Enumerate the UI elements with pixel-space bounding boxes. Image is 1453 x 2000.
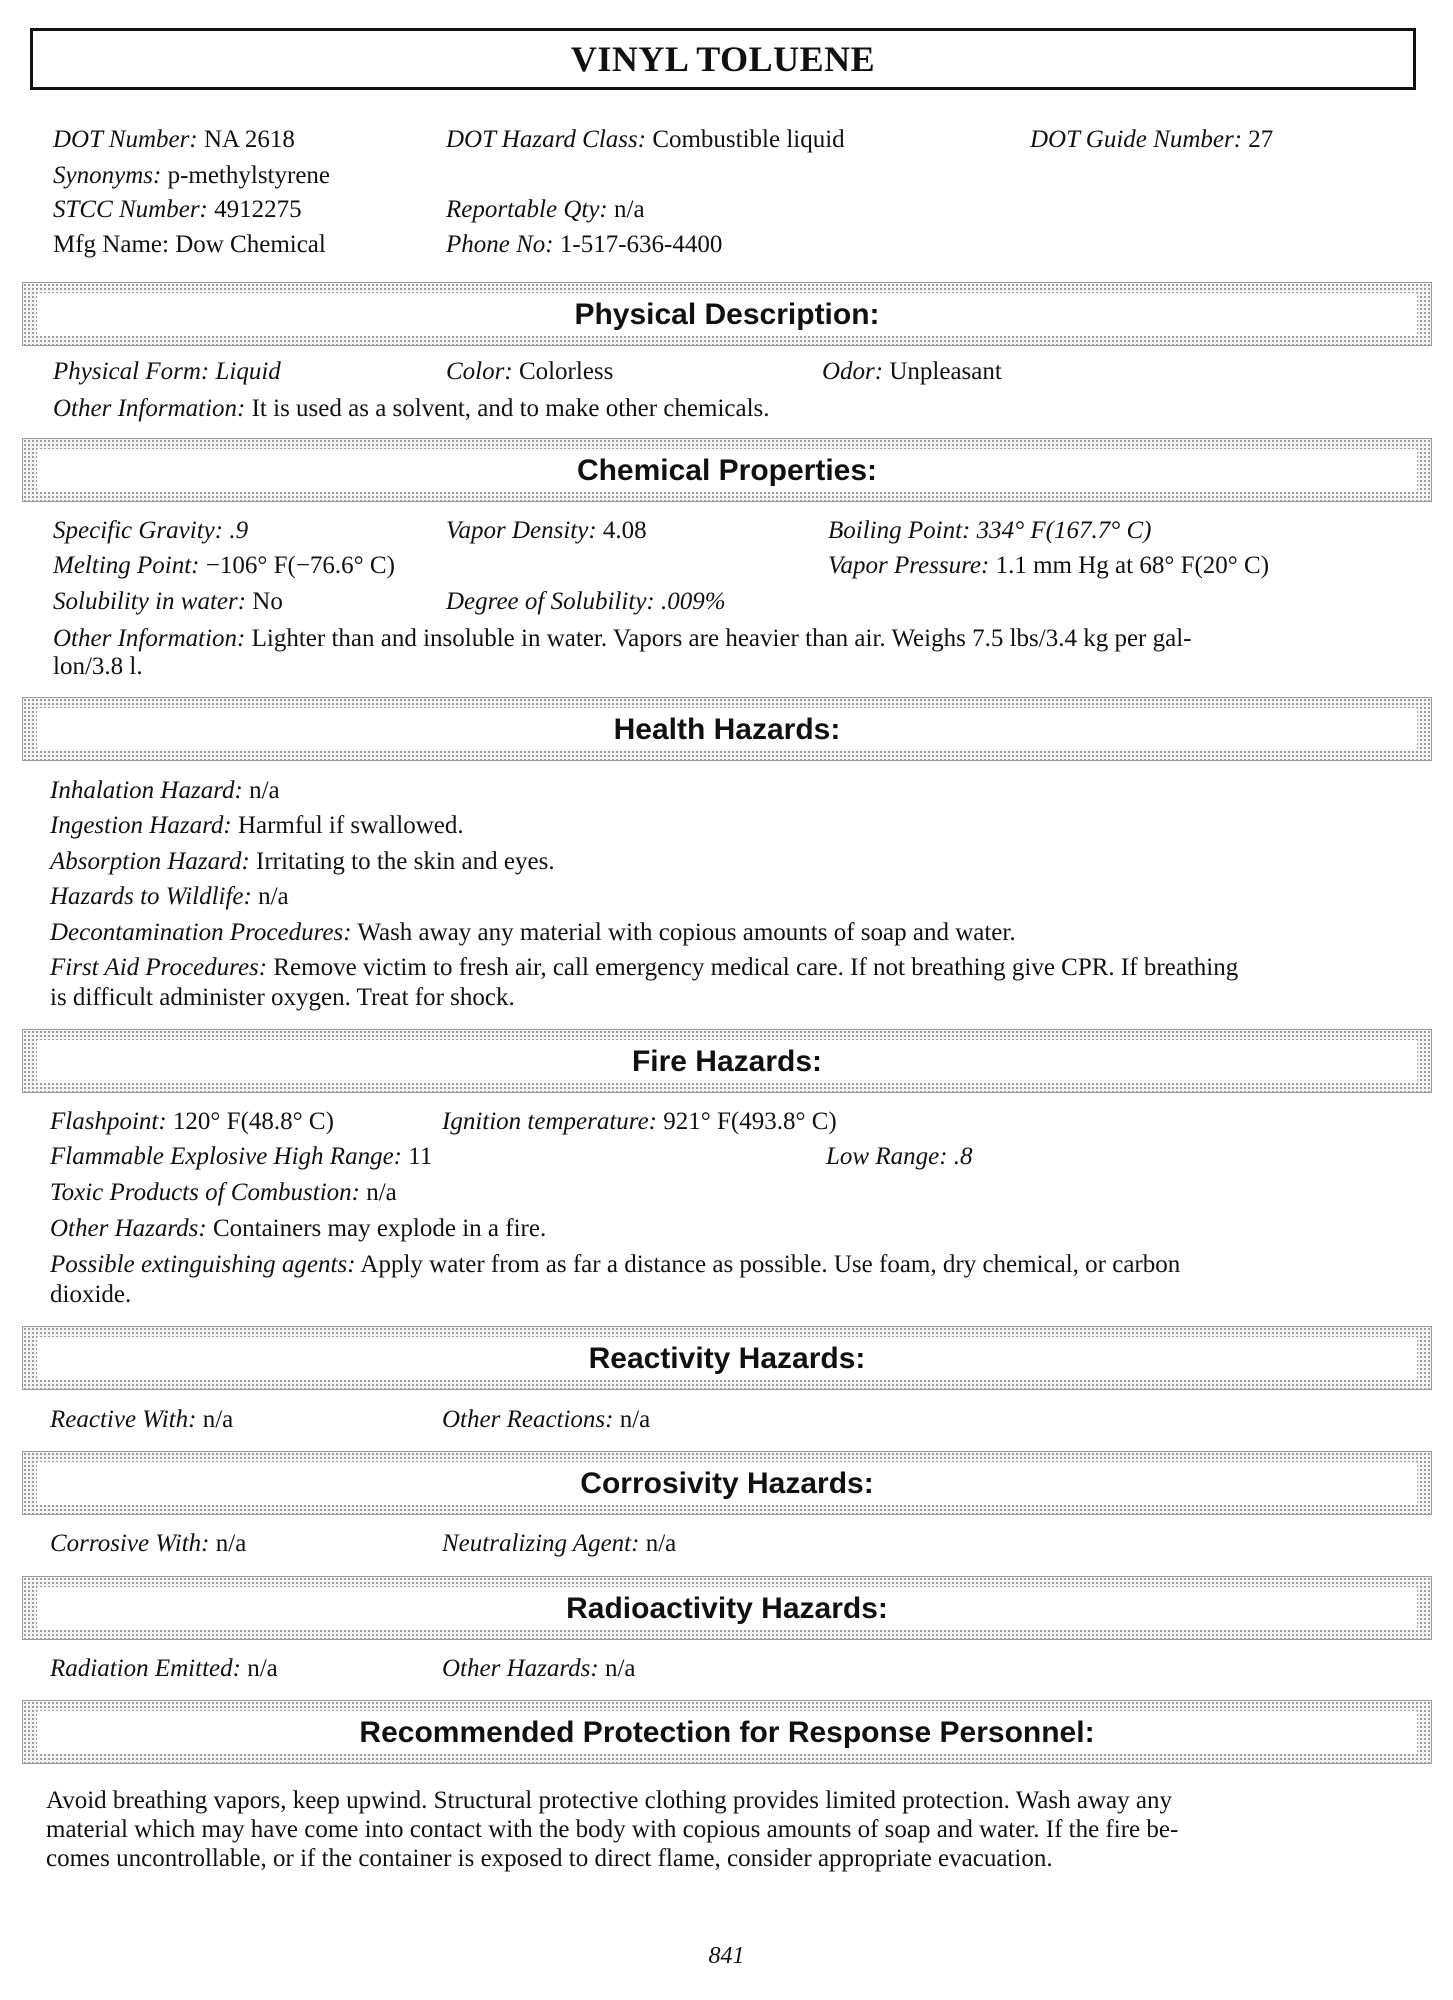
fire-other-line: [50, 1214, 546, 1244]
neutralizing-agent-line: [442, 1529, 676, 1559]
ignition-line: [442, 1107, 837, 1137]
section-header-chemical: [22, 438, 1432, 502]
section-title-reactivity: Reactivity Hazards:: [588, 1341, 866, 1375]
chemical-other-value: Lighter than and insoluble in water. Vapors are heavier than air. Weighs 7.5 lbs/3.4 kg per gal-: [251, 625, 1192, 652]
color-line: [446, 357, 613, 387]
inhalation-line: [50, 776, 280, 806]
boiling-point-label: Boiling Point: 334° F(167.7° C): [828, 517, 1152, 544]
radiation-emitted-label: Radiation Emitted:: [50, 1655, 241, 1682]
wildlife-value: n/a: [258, 883, 289, 910]
protection-text-2: material which may have come into contact with the body with copious amounts of soap and water. If the fire be-: [46, 1816, 1179, 1843]
wildlife-line: [50, 882, 289, 912]
flashpoint-line: [50, 1107, 334, 1137]
physical-other-label: Other Information:: [53, 395, 246, 422]
solubility-label: Solubility in water:: [53, 588, 247, 615]
first-aid-value: Remove victim to fresh air, call emergency medical care. If not breathing give CPR. If breathing: [273, 954, 1239, 981]
extinguishing-value: Apply water from as far a distance as possible. Use foam, dry chemical, or carbon: [360, 1251, 1181, 1278]
title-box: [30, 28, 1416, 90]
toxic-products-label: Toxic Products of Combustion:: [50, 1179, 360, 1206]
color-label: Color:: [446, 358, 513, 385]
specific-gravity-label: Specific Gravity: .9: [53, 517, 249, 544]
corrosive-with-value: n/a: [215, 1530, 247, 1557]
specific-gravity-line: [53, 516, 248, 546]
phone-value: 1-517-636-4400: [559, 231, 723, 258]
vapor-density-value: 4.08: [602, 517, 647, 544]
degree-solubility-label: Degree of Solubility: .009%: [446, 588, 726, 615]
phone-line: [446, 230, 722, 260]
extinguishing-cont-line: [50, 1280, 131, 1310]
inhalation-value: n/a: [249, 777, 280, 804]
melting-point-value: −106° F(−76.6° C): [205, 552, 395, 579]
protection-line-1: [46, 1786, 1172, 1816]
fire-other-value: Containers may explode in a fire.: [212, 1215, 547, 1242]
first-aid-cont-line: [50, 983, 515, 1013]
odor-label: Odor:: [822, 358, 884, 385]
protection-line-3: [46, 1844, 1053, 1874]
first-aid-line: [50, 953, 1238, 983]
toxic-products-value: n/a: [366, 1179, 397, 1206]
other-reactions-value: n/a: [619, 1406, 651, 1433]
dot-hazard-class-value: Combustible liquid: [652, 126, 845, 153]
ingestion-line: [50, 811, 464, 841]
neutralizing-agent-label: Neutralizing Agent:: [442, 1530, 640, 1557]
dot-guide-value: 27: [1248, 126, 1274, 153]
chemical-other-value-cont: lon/3.8 l.: [53, 653, 143, 680]
radiation-emitted-value: n/a: [247, 1655, 278, 1682]
dot-guide-label: DOT Guide Number:: [1030, 126, 1243, 153]
protection-line-2: [46, 1815, 1178, 1845]
first-aid-value-cont: is difficult administer oxygen. Treat for shock.: [50, 984, 515, 1011]
section-title-chemical: Chemical Properties:: [576, 453, 878, 487]
page-title: VINYL TOLUENE: [570, 39, 876, 79]
reactive-with-line: [50, 1405, 233, 1435]
extinguishing-label: Possible extinguishing agents:: [50, 1251, 356, 1278]
vapor-pressure-line: [828, 551, 1269, 581]
reportable-qty-label: Reportable Qty:: [446, 196, 608, 223]
absorption-label: Absorption Hazard:: [50, 848, 250, 875]
physical-other-line: [53, 394, 770, 424]
section-title-radioactivity: Radioactivity Hazards:: [566, 1591, 888, 1625]
low-range-line: [826, 1142, 973, 1172]
solubility-value: No: [252, 588, 283, 615]
protection-text-1: Avoid breathing vapors, keep upwind. Structural protective clothing provides limited protection. Wash away any: [46, 1787, 1172, 1814]
fire-other-label: Other Hazards:: [50, 1215, 207, 1242]
physical-other-value: It is used as a solvent, and to make other chemicals.: [251, 395, 770, 422]
vapor-density-line: [446, 516, 647, 546]
vapor-pressure-label: Vapor Pressure:: [828, 552, 990, 579]
low-range-label: Low Range: .8: [826, 1143, 973, 1170]
reportable-qty-line: [446, 195, 645, 225]
extinguishing-value-cont: dioxide.: [50, 1281, 132, 1308]
mfg-name-text: Mfg Name: Dow Chemical: [53, 231, 326, 258]
dot-guide-line: [1030, 125, 1273, 155]
radio-other-hazards-label: Other Hazards:: [442, 1655, 599, 1682]
high-range-value: 11: [408, 1143, 433, 1170]
section-header-fire: [22, 1029, 1432, 1093]
other-reactions-line: [442, 1405, 650, 1435]
reactive-with-value: n/a: [202, 1406, 234, 1433]
wildlife-label: Hazards to Wildlife:: [50, 883, 252, 910]
color-value: Colorless: [518, 358, 614, 385]
section-header-reactivity: [22, 1326, 1432, 1390]
high-range-line: [50, 1142, 432, 1172]
odor-value: Unpleasant: [889, 358, 1002, 385]
decontamination-value: Wash away any material with copious amounts of soap and water.: [357, 919, 1016, 946]
radio-other-hazards-value: n/a: [604, 1655, 636, 1682]
ingestion-label: Ingestion Hazard:: [50, 812, 232, 839]
physical-form-label: Physical Form: Liquid: [53, 358, 281, 385]
section-header-corrosivity: [22, 1451, 1432, 1515]
radio-other-hazards-line: [442, 1654, 636, 1684]
radiation-emitted-line: [50, 1654, 278, 1684]
dot-number-label: DOT Number:: [53, 126, 198, 153]
mfg-name-line: [53, 230, 326, 260]
section-header-radioactivity: [22, 1576, 1432, 1640]
inhalation-label: Inhalation Hazard:: [50, 777, 243, 804]
reactive-with-label: Reactive With:: [50, 1406, 197, 1433]
absorption-line: [50, 847, 555, 877]
stcc-line: [53, 195, 302, 225]
section-header-health: [22, 697, 1432, 761]
section-header-physical: [22, 282, 1432, 346]
first-aid-label: First Aid Procedures:: [50, 954, 268, 981]
decontamination-label: Decontamination Procedures:: [50, 919, 352, 946]
chemical-other-line: [53, 624, 1192, 654]
neutralizing-agent-value: n/a: [645, 1530, 677, 1557]
phone-label: Phone No:: [446, 231, 554, 258]
solubility-line: [53, 587, 283, 617]
synonyms-value: p-methylstyrene: [167, 162, 331, 189]
corrosive-with-line: [50, 1529, 246, 1559]
vapor-density-label: Vapor Density:: [446, 517, 597, 544]
dot-number-value: NA 2618: [203, 126, 295, 153]
degree-solubility-line: [446, 587, 726, 617]
chemical-other-label: Other Information:: [53, 625, 246, 652]
melting-point-line: [53, 551, 395, 581]
section-title-protection: Recommended Protection for Response Personnel:: [359, 1715, 1095, 1749]
other-reactions-label: Other Reactions:: [442, 1406, 614, 1433]
toxic-products-line: [50, 1178, 397, 1208]
stcc-label: STCC Number:: [53, 196, 208, 223]
page-number: 841: [708, 1943, 745, 1969]
dot-hazard-class-line: [446, 125, 845, 155]
chemical-other-cont-line: [53, 652, 143, 682]
boiling-point-line: [828, 516, 1151, 546]
synonyms-line: [53, 161, 330, 191]
odor-line: [822, 357, 1002, 387]
synonyms-label: Synonyms:: [53, 162, 162, 189]
absorption-value: Irritating to the skin and eyes.: [256, 848, 555, 875]
physical-form-line: [53, 357, 281, 387]
ingestion-value: Harmful if swallowed.: [237, 812, 464, 839]
vapor-pressure-value: 1.1 mm Hg at 68° F(20° C): [995, 552, 1270, 579]
reportable-qty-value: n/a: [614, 196, 645, 223]
protection-text-3: comes uncontrollable, or if the container is exposed to direct flame, consider appropriate evacuation.: [46, 1845, 1053, 1872]
flashpoint-value: 120° F(48.8° C): [172, 1108, 334, 1135]
section-title-physical: Physical Description:: [574, 297, 880, 331]
dot-hazard-class-label: DOT Hazard Class:: [446, 126, 647, 153]
section-title-health: Health Hazards:: [613, 712, 841, 746]
corrosive-with-label: Corrosive With:: [50, 1530, 210, 1557]
section-title-fire: Fire Hazards:: [631, 1044, 823, 1078]
melting-point-label: Melting Point:: [53, 552, 200, 579]
decontamination-line: [50, 918, 1016, 948]
section-header-protection: [22, 1700, 1432, 1764]
section-title-corrosivity: Corrosivity Hazards:: [580, 1466, 874, 1500]
ignition-value: 921° F(493.8° C): [663, 1108, 837, 1135]
dot-number-line: [53, 125, 295, 155]
high-range-label: Flammable Explosive High Range:: [50, 1143, 402, 1170]
stcc-value: 4912275: [214, 196, 302, 223]
ignition-label: Ignition temperature:: [442, 1108, 658, 1135]
flashpoint-label: Flashpoint:: [50, 1108, 167, 1135]
extinguishing-line: [50, 1250, 1180, 1280]
